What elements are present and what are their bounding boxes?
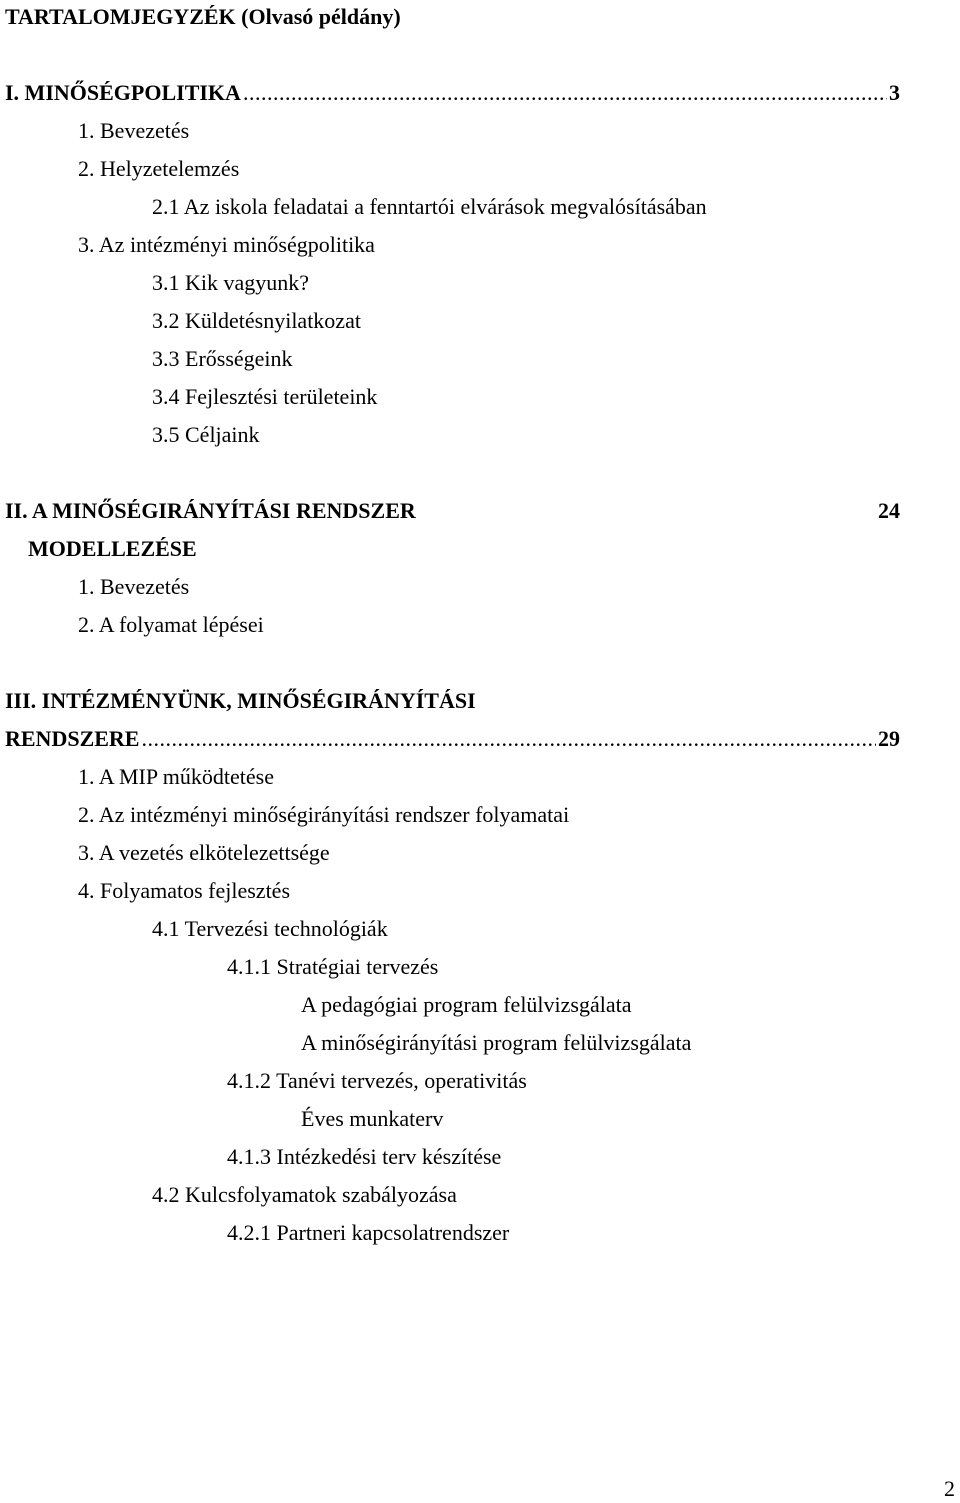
toc-item[interactable]: 3.4 Fejlesztési területeink (152, 384, 378, 409)
toc-item[interactable]: 4.1 Tervezési technológiák (152, 916, 388, 941)
toc-page-number: 29 (878, 726, 900, 751)
toc-heading-section-3[interactable]: III. INTÉZMÉNYÜNK, MINŐSÉGIRÁNYÍTÁSI (5, 688, 476, 713)
toc-item[interactable]: 1. Bevezetés (78, 574, 190, 599)
toc-page-number: 24 (878, 498, 900, 523)
toc-heading-text: I. MINŐSÉGPOLITIKA (5, 80, 241, 105)
toc-item[interactable]: A minőségirányítási program felülvizsgálata (301, 1030, 692, 1055)
toc-item[interactable]: 1. Bevezetés (78, 118, 190, 143)
toc-item[interactable]: 3.3 Erősségeink (152, 346, 293, 371)
toc-item[interactable]: 3. A vezetés elkötelezettsége (78, 840, 330, 865)
toc-item[interactable]: 3.5 Céljaink (152, 422, 260, 447)
toc-item[interactable]: 2. A folyamat lépései (78, 612, 264, 637)
page-number: 2 (944, 1476, 955, 1501)
toc-item[interactable]: 3.2 Küldetésnyilatkozat (152, 308, 361, 333)
toc-item[interactable]: 4.1.3 Intézkedési terv készítése (227, 1144, 502, 1169)
toc-item[interactable]: 4. Folyamatos fejlesztés (78, 878, 291, 903)
toc-page-number: 3 (889, 80, 900, 105)
toc-heading-section-2[interactable] (5, 497, 900, 525)
toc-item[interactable]: Éves munkaterv (301, 1106, 444, 1131)
toc-item[interactable]: 4.1.2 Tanévi tervezés, operativitás (227, 1068, 527, 1093)
toc-heading-section-3-line2[interactable] (5, 725, 900, 753)
toc-heading-text: II. A MINŐSÉGIRÁNYÍTÁSI RENDSZER (5, 498, 416, 523)
dot-leader (243, 79, 887, 107)
toc-item[interactable]: 4.2.1 Partneri kapcsolatrendszer (227, 1220, 510, 1245)
toc-item[interactable]: 4.1.1 Stratégiai tervezés (227, 954, 439, 979)
toc-item[interactable]: 2.1 Az iskola feladatai a fenntartói elvárások megvalósításában (152, 194, 707, 219)
toc-heading-section-1[interactable] (5, 79, 900, 107)
toc-heading-text: RENDSZERE (5, 726, 140, 751)
toc-item[interactable]: 3.1 Kik vagyunk? (152, 270, 310, 295)
dot-leader (141, 725, 876, 753)
document-title: TARTALOMJEGYZÉK (Olvasó példány) (5, 4, 401, 29)
toc-item[interactable]: 4.2 Kulcsfolyamatok szabályozása (152, 1182, 457, 1207)
toc-item[interactable]: 3. Az intézményi minőségpolitika (78, 232, 375, 257)
toc-item[interactable]: 1. A MIP működtetése (78, 764, 274, 789)
toc-item[interactable]: 2. Az intézményi minőségirányítási rendszer folyamatai (78, 802, 570, 827)
toc-heading-continuation[interactable]: MODELLEZÉSE (28, 536, 197, 561)
toc-item[interactable]: A pedagógiai program felülvizsgálata (301, 992, 632, 1017)
toc-item[interactable]: 2. Helyzetelemzés (78, 156, 240, 181)
